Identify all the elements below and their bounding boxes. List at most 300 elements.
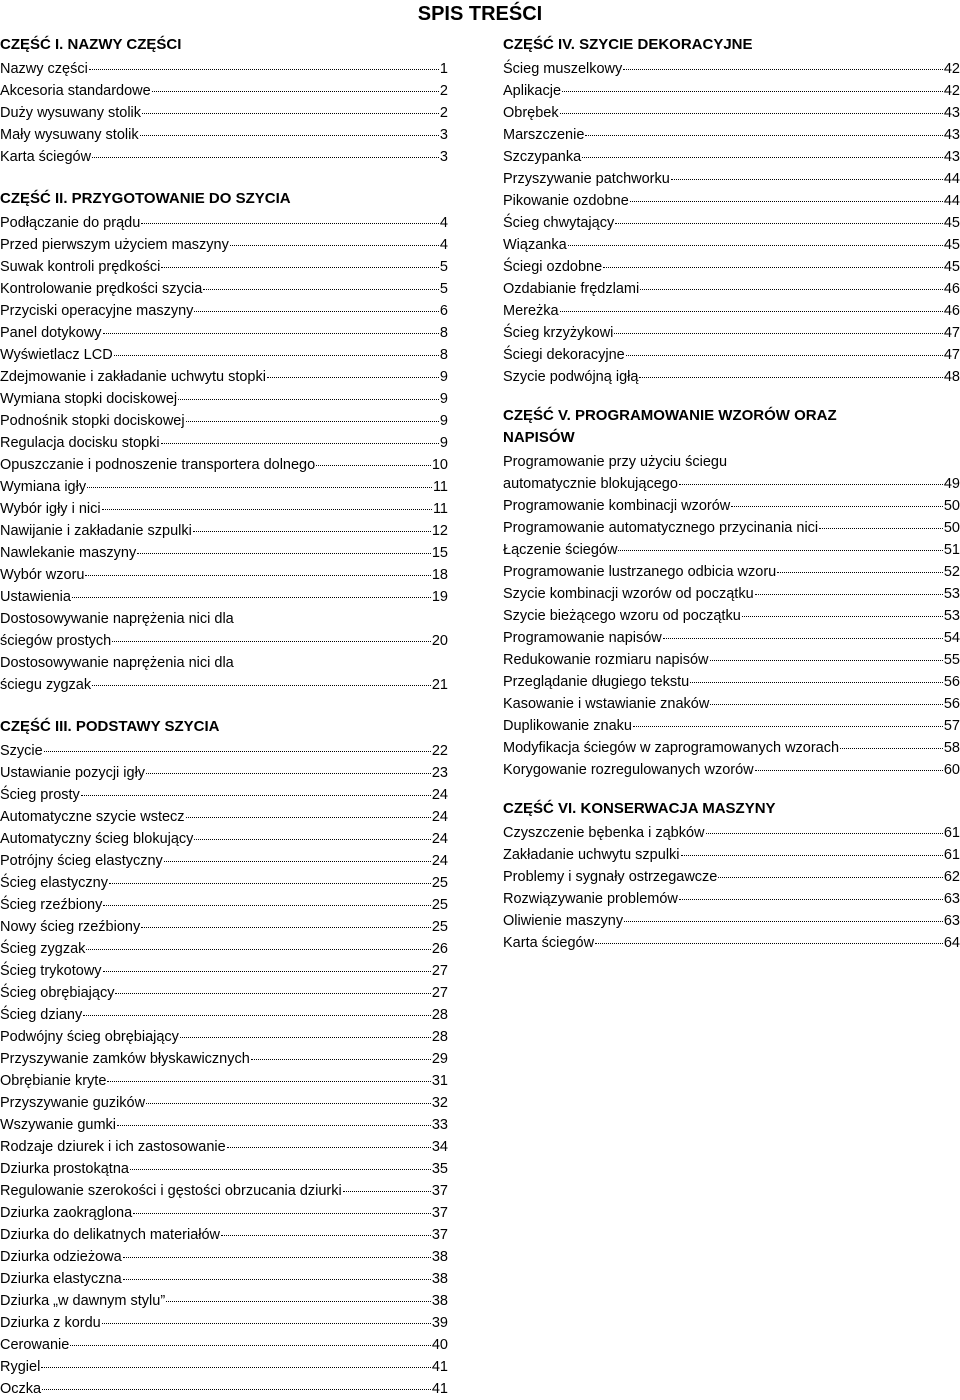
toc-entry[interactable] [503,495,960,517]
toc-entry-page-number: 23 [431,765,448,781]
toc-entry-page-number: 61 [943,825,960,841]
toc-entry-page-number: 53 [943,608,960,624]
toc-entry-page-number: 43 [943,127,960,143]
toc-entry-label: Przeglądanie długiego tekstu [503,674,690,690]
dot-leader [623,69,943,70]
toc-entry-page-number: 24 [431,809,448,825]
toc-entry[interactable] [503,888,960,910]
dot-leader [103,971,431,972]
toc-entry-label: Opuszczanie i podnoszenie transportera dolnego [0,457,316,473]
toc-entry-page-number: 12 [431,523,448,539]
dot-leader [102,1323,431,1324]
section-gap [0,168,448,190]
toc-entry[interactable] [0,1268,448,1290]
toc-entry-page-number: 54 [943,630,960,646]
toc-entry[interactable] [0,234,448,256]
toc-entry-page-number: 45 [943,237,960,253]
dot-leader [633,726,943,727]
toc-entry[interactable] [0,344,448,366]
toc-entry[interactable] [503,168,960,190]
page-title: SPIS TREŚCI [417,3,543,25]
dot-leader [615,223,943,224]
toc-entry-page-number: 3 [439,149,448,165]
toc-entry[interactable] [0,80,448,102]
toc-entry[interactable] [503,190,960,212]
toc-entry-label: Ścieg dziany [0,1007,83,1023]
dot-leader [679,484,943,485]
dot-leader [123,1257,431,1258]
toc-entry[interactable] [503,58,960,80]
toc-entry-page-number: 29 [431,1051,448,1067]
toc-section [0,190,448,696]
toc-entry-label: Pikowanie ozdobne [503,193,629,209]
toc-entry-page-number: 64 [943,935,960,951]
toc-entry[interactable] [0,850,448,872]
toc-entry-page-number: 24 [431,853,448,869]
toc-entry[interactable] [0,1158,448,1180]
toc-entry[interactable] [0,1004,448,1026]
toc-entry[interactable] [503,866,960,888]
toc-entry-page-number: 24 [431,831,448,847]
toc-entry-label: Wybór wzoru [0,567,85,583]
toc-entry[interactable] [503,80,960,102]
toc-entry-label: Ustawienia [0,589,71,605]
dot-leader [595,943,943,944]
toc-entry[interactable] [0,1136,448,1158]
toc-entry-label: Wybór igły i nici [0,501,101,517]
toc-entry-label: Dziurka do delikatnych materiałów [0,1227,221,1243]
toc-entry[interactable] [503,910,960,932]
toc-entry[interactable] [0,1378,448,1400]
toc-entry[interactable] [503,561,960,583]
toc-entry[interactable] [0,1246,448,1268]
toc-entry[interactable] [503,627,960,649]
toc-entry[interactable] [0,1356,448,1378]
dot-leader [107,1081,430,1082]
toc-entry-label: Ozdabianie frędzlami [503,281,640,297]
toc-entry-page-number: 15 [431,545,448,561]
toc-entry-label: Automatyczne szycie wstecz [0,809,185,825]
dot-leader [133,1213,431,1214]
toc-entry-line[interactable]: Programowanie przy użyciu ściegu [503,454,728,470]
toc-entry[interactable] [0,388,448,410]
toc-entry[interactable] [0,1290,448,1312]
toc-entry[interactable] [0,806,448,828]
toc-entry-page-number: 5 [439,259,448,275]
toc-entry-label: Łączenie ściegów [503,542,618,558]
toc-entry-page-number: 55 [943,652,960,668]
dot-leader [710,660,943,661]
toc-entry-label: Wymiana igły [0,479,87,495]
toc-entry-label: Dziurka prostokątna [0,1161,129,1177]
toc-entry[interactable] [503,517,960,539]
toc-entry-label: Kontrolowanie prędkości szycia [0,281,203,297]
toc-entry-label: Obrębek [503,105,559,121]
dot-leader [267,377,439,378]
dot-leader [582,157,943,158]
toc-entry-page-number: 6 [439,303,448,319]
toc-entry-page-number: 32 [431,1095,448,1111]
dot-leader [618,550,942,551]
toc-entry-page-number: 42 [943,61,960,77]
toc-entry[interactable] [503,256,960,278]
toc-entry[interactable] [0,1026,448,1048]
toc-entry-page-number: 25 [431,875,448,891]
toc-section [0,36,448,168]
toc-entry-page-number: 49 [943,476,960,492]
dot-leader [639,377,942,378]
toc-entry[interactable] [503,473,960,495]
toc-entry[interactable] [503,759,960,781]
toc-entry-label: Problemy i sygnały ostrzegawcze [503,869,718,885]
toc-entry[interactable] [503,671,960,693]
toc-entry-page-number: 10 [431,457,448,473]
toc-entry-label: Automatyczny ścieg blokujący [0,831,194,847]
toc-entry-label: Programowanie automatycznego przycinania nici [503,520,819,536]
toc-entry-page-number: 20 [431,633,448,649]
toc-entry-label: Rozwiązywanie problemów [503,891,678,907]
toc-entry[interactable] [0,1312,448,1334]
dot-leader [89,69,439,70]
toc-entry[interactable] [0,256,448,278]
dot-leader [679,899,943,900]
toc-entry-label: Nawijanie i zakładanie szpulki [0,523,192,539]
toc-entry[interactable] [0,1334,448,1356]
dot-leader [81,795,431,796]
toc-entry-label: Modyfikacja ściegów w zaprogramowanych wzorach [503,740,840,756]
toc-entry-label: Przyciski operacyjne maszyny [0,303,194,319]
toc-entry[interactable] [503,300,960,322]
dot-leader [112,641,431,642]
toc-entry[interactable] [503,605,960,627]
toc-entry-page-number: 8 [439,347,448,363]
toc-entry-page-number: 24 [431,787,448,803]
toc-entry-page-number: 4 [439,237,448,253]
toc-entry[interactable] [0,1092,448,1114]
toc-entry-label: Zdejmowanie i zakładanie uchwytu stopki [0,369,266,385]
toc-entry-line[interactable]: Dostosowywanie naprężenia nici dla [0,611,234,627]
toc-entry-page-number: 9 [439,369,448,385]
dot-leader [663,638,943,639]
toc-entry-page-number: 18 [431,567,448,583]
toc-entry-page-number: 60 [943,762,960,778]
dot-leader [671,179,943,180]
toc-entry-page-number: 9 [439,413,448,429]
dot-leader [585,135,942,136]
toc-entry-label: Zakładanie uchwytu szpulki [503,847,680,863]
toc-entry-label: Rodzaje dziurek i ich zastosowanie [0,1139,226,1155]
toc-entry[interactable] [0,102,448,124]
toc-entry-page-number: 43 [943,149,960,165]
toc-entry-page-number: 25 [431,897,448,913]
dot-leader [103,905,431,906]
dot-leader [626,355,943,356]
toc-entry[interactable] [503,583,960,605]
toc-entry-page-number: 43 [943,105,960,121]
toc-entry[interactable] [503,124,960,146]
toc-entry[interactable] [503,366,960,388]
toc-entry[interactable] [0,124,448,146]
toc-entry[interactable] [0,938,448,960]
toc-entry-label: Przyszywanie patchworku [503,171,670,187]
dot-leader [44,751,431,752]
toc-entry-label: Mereżka [503,303,559,319]
dot-leader [681,855,943,856]
toc-entry[interactable] [0,432,448,454]
dot-leader [777,572,943,573]
toc-entry[interactable] [503,234,960,256]
toc-entry-page-number: 1 [439,61,448,77]
toc-entry-page-number: 58 [943,740,960,756]
toc-entry-label: Oliwienie maszyny [503,913,624,929]
toc-section [503,800,960,954]
toc-entry-page-number: 38 [431,1271,448,1287]
dot-leader [560,311,943,312]
dot-leader [194,311,439,312]
toc-entry-label: Nazwy części [0,61,88,77]
toc-entry[interactable] [0,476,448,498]
dot-leader [117,1125,431,1126]
toc-entry-label: Akcesoria standardowe [0,83,151,99]
toc-entry[interactable] [503,715,960,737]
toc-entry-page-number: 9 [439,391,448,407]
toc-entry[interactable] [0,212,448,234]
toc-entry[interactable] [0,564,448,586]
dot-leader [316,465,431,466]
toc-entry-label: Obrębianie kryte [0,1073,107,1089]
toc-entry[interactable] [503,737,960,759]
toc-entry-page-number: 21 [431,677,448,693]
dot-leader [203,289,439,290]
toc-entry-page-number: 28 [431,1007,448,1023]
toc-entry-page-number: 47 [943,325,960,341]
toc-section [503,36,960,388]
toc-entry[interactable] [503,822,960,844]
dot-leader [114,355,439,356]
dot-leader [70,1345,431,1346]
toc-entry-page-number: 50 [943,520,960,536]
dot-leader [562,91,943,92]
toc-entry[interactable] [503,146,960,168]
dot-leader [186,421,439,422]
dot-leader [227,1147,431,1148]
toc-entry[interactable] [0,828,448,850]
toc-entry[interactable] [503,649,960,671]
toc-entry-label: Aplikacje [503,83,562,99]
toc-entry[interactable] [0,872,448,894]
dot-leader [194,839,430,840]
section-heading: CZĘŚĆ V. PROGRAMOWANIE WZORÓW ORAZ [503,407,837,424]
toc-entry-label: Ścieg trykotowy [0,963,102,979]
toc-entry-page-number: 3 [439,127,448,143]
toc-entry-page-number: 42 [943,83,960,99]
section-gap [503,388,960,407]
toc-entry[interactable] [0,146,448,168]
toc-entry-page-number: 4 [439,215,448,231]
toc-entry[interactable] [503,102,960,124]
toc-entry-label: Ścieg prosty [0,787,80,803]
dot-leader [142,113,439,114]
toc-entry[interactable] [0,1180,448,1202]
toc-entry[interactable] [0,1202,448,1224]
toc-entry[interactable] [0,322,448,344]
toc-entry-label: Czyszczenie bębenka i ząbków [503,825,705,841]
dot-leader [140,135,439,136]
dot-leader [186,817,431,818]
dot-leader [630,201,943,202]
dot-leader [161,443,439,444]
dot-leader [130,1169,431,1170]
dot-leader [221,1235,431,1236]
toc-entry-page-number: 37 [431,1227,448,1243]
toc-entry[interactable] [0,586,448,608]
toc-entry-label: Ściegi ozdobne [503,259,603,275]
toc-entry[interactable] [503,844,960,866]
toc-entry-page-number: 63 [943,891,960,907]
toc-entry[interactable] [0,366,448,388]
toc-entry-label: Dziurka odzieżowa [0,1249,122,1265]
toc-entry-page-number: 45 [943,259,960,275]
toc-entry-label: Marszczenie [503,127,585,143]
toc-entry-page-number: 40 [431,1337,448,1353]
toc-entry-label: Kasowanie i wstawianie znaków [503,696,710,712]
toc-entry[interactable] [503,932,960,954]
toc-entry-label: Wyświetlacz LCD [0,347,113,363]
toc-entry-label: Szycie bieżącego wzoru od początku [503,608,741,624]
toc-entry-label: Ścieg elastyczny [0,875,108,891]
toc-entry[interactable] [503,693,960,715]
toc-entry-label: Szycie [0,743,43,759]
toc-entry-label: Szycie kombinacji wzorów od początku [503,586,754,602]
section-heading: CZĘŚĆ IV. SZYCIE DEKORACYJNE [503,36,753,53]
toc-entry[interactable] [0,278,448,300]
dot-leader [755,770,943,771]
toc-entry-label: Podnośnik stopki dociskowej [0,413,185,429]
toc-entry-label: Ścieg chwytający [503,215,615,231]
dot-leader [137,553,431,554]
toc-entry-label: Rygiel [0,1359,41,1375]
toc-entry[interactable] [0,520,448,542]
toc-entry-page-number: 63 [943,913,960,929]
toc-entry-page-number: 31 [431,1073,448,1089]
toc-entry-page-number: 22 [431,743,448,759]
toc-entry[interactable] [0,740,448,762]
toc-entry-page-number: 57 [943,718,960,734]
toc-entry[interactable] [503,322,960,344]
dot-leader [72,597,431,598]
toc-entry[interactable] [0,300,448,322]
dot-leader [840,748,943,749]
toc-entry-page-number: 41 [431,1381,448,1397]
dot-leader [178,399,439,400]
toc-entry-label: Dziurka „w dawnym stylu” [0,1293,166,1309]
dot-leader [180,1037,431,1038]
dot-leader [710,704,943,705]
toc-entry[interactable] [503,539,960,561]
toc-entry-label: Przyszywanie guzików [0,1095,146,1111]
toc-entry-label: Programowanie napisów [503,630,662,646]
dot-leader [85,575,430,576]
dot-leader [109,883,431,884]
toc-entry-page-number: 52 [943,564,960,580]
toc-entry-label: Karta ściegów [0,149,92,165]
toc-entry[interactable] [0,894,448,916]
toc-entry-page-number: 27 [431,985,448,1001]
toc-entry[interactable] [0,1070,448,1092]
toc-entry[interactable] [0,542,448,564]
toc-entry[interactable] [0,960,448,982]
toc-entry-label: Ścieg muszelkowy [503,61,623,77]
dot-leader [161,267,439,268]
toc-entry[interactable] [0,58,448,80]
toc-entry-line[interactable]: Dostosowywanie naprężenia nici dla [0,655,234,671]
toc-entry-page-number: 33 [431,1117,448,1133]
toc-entry-page-number: 44 [943,171,960,187]
toc-left-column [0,36,448,1400]
dot-leader [164,861,431,862]
toc-entry-page-number: 51 [943,542,960,558]
toc-entry[interactable] [0,1114,448,1136]
toc-entry[interactable] [0,454,448,476]
toc-entry-page-number: 26 [431,941,448,957]
toc-entry-page-number: 47 [943,347,960,363]
toc-entry-label: Przyszywanie zamków błyskawicznych [0,1051,250,1067]
toc-entry-page-number: 8 [439,325,448,341]
toc-entry-page-number: 5 [439,281,448,297]
dot-leader [141,927,431,928]
toc-entry[interactable] [0,1048,448,1070]
toc-entry-label: Oczka [0,1381,42,1397]
toc-entry[interactable] [0,498,448,520]
toc-entry[interactable] [503,344,960,366]
toc-entry-page-number: 35 [431,1161,448,1177]
toc-entry-page-number: 46 [943,281,960,297]
toc-entry[interactable] [0,916,448,938]
section-heading: CZĘŚĆ I. NAZWY CZĘŚCI [0,36,182,53]
section-gap [0,696,448,718]
dot-leader [624,921,943,922]
toc-entry-page-number: 38 [431,1293,448,1309]
toc-entry-page-number: 2 [439,105,448,121]
toc-entry-page-number: 11 [432,479,448,495]
toc-entry-label: Ściegi dekoracyjne [503,347,625,363]
toc-entry-label: Dziurka zaokrąglona [0,1205,133,1221]
toc-entry[interactable] [0,1224,448,1246]
toc-entry-label: Szycie podwójną igłą [503,369,639,385]
toc-entry[interactable] [503,212,960,234]
toc-entry-page-number: 9 [439,435,448,451]
dot-leader [87,487,432,488]
toc-right-column [503,36,960,954]
dot-leader [230,245,439,246]
toc-entry[interactable] [0,982,448,1004]
toc-entry[interactable] [0,410,448,432]
toc-entry-page-number: 45 [943,215,960,231]
toc-entry[interactable] [0,630,448,652]
dot-leader [706,833,943,834]
toc-entry-page-number: 19 [431,589,448,605]
toc-entry[interactable] [0,784,448,806]
toc-entry[interactable] [503,278,960,300]
toc-entry-page-number: 37 [431,1183,448,1199]
dot-leader [560,113,943,114]
toc-entry-label: Dziurka elastyczna [0,1271,122,1287]
toc-entry[interactable] [0,762,448,784]
toc-entry-label: Programowanie lustrzanego odbicia wzoru [503,564,777,580]
toc-entry[interactable] [0,674,448,696]
toc-entry-label: Ustawianie pozycji igły [0,765,146,781]
dot-leader [166,1301,431,1302]
